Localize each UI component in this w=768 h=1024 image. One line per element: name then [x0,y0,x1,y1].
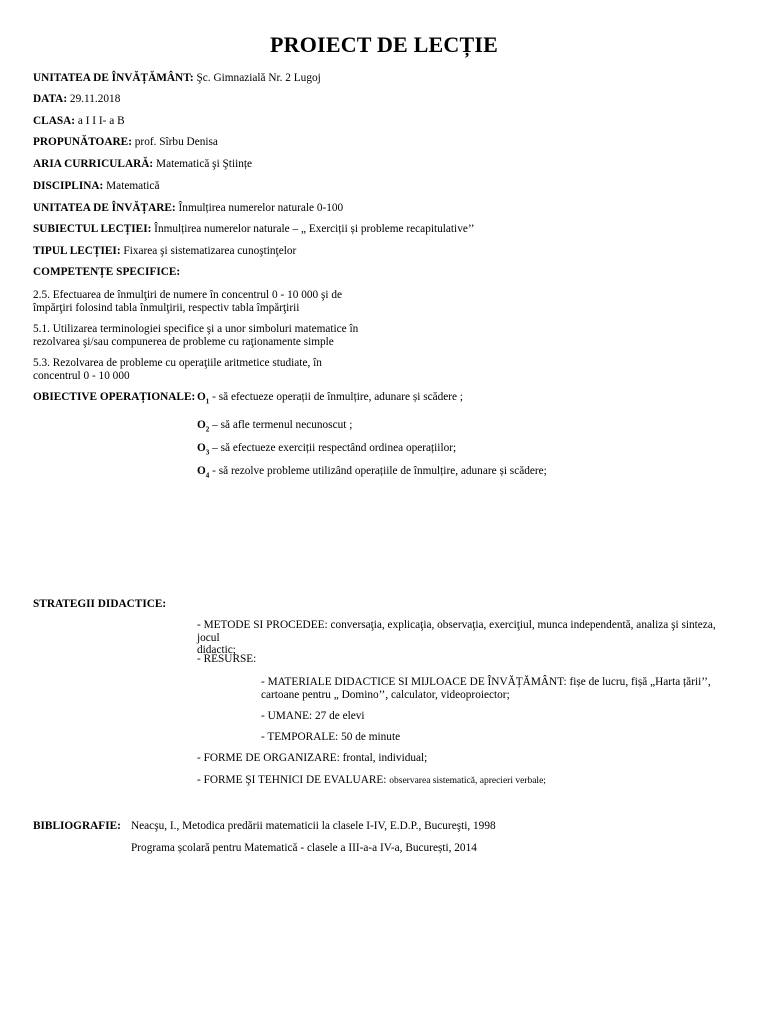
field-subiectul-lectiei [33,222,475,236]
competenta-line: 5.1. Utilizarea terminologiei specifice şi a unor simboluri matematice în [33,323,359,335]
metode-line: didactic; [197,644,236,656]
competenta-item [33,289,363,314]
competenta-line: concentrul 0 - 10 000 [33,369,130,382]
obiectiv-text: – să efectueze exerciții respectând ordinea operațiilor; [209,442,457,454]
competenta-line: 2.5. Efectuarea de înmulţiri de numere în concentrul 0 - 10 000 şi de [33,289,342,301]
field-label: SUBIECTUL LECȚIEI: [33,223,152,235]
field-value: prof. Sîrbu Denisa [131,136,218,148]
bibliografie-label-text: BIBLIOGRAFIE: [33,820,121,832]
competenta-line: împărţiri folosind tabla înmulţirii, respectiv tabla împărţirii [33,301,300,314]
forme-evaluare-label: - FORME ŞI TEHNICI DE EVALUARE: [197,774,390,786]
field-data [33,92,120,106]
field-tipul-lectiei [33,244,296,258]
bibliografie-item: Programa școlară pentru Matematică - clasele a III-a-a IV-a, București, 2014 [131,842,477,854]
strategii-materiale [261,676,731,701]
competenta-line: 5.3. Rezolvarea de probleme cu operaţiile aritmetice studiate, în [33,357,322,369]
field-value: Fixarea şi sistematizarea cunoştinţelor [120,245,297,257]
bibliografie-item: Neacşu, I., Metodica predării matematicii la clasele I-IV, E.D.P., Bucureşti, 1998 [131,820,496,832]
field-propunatoare [33,135,218,149]
competenta-line: rezolvarea şi/sau compunerea de probleme cu raţionamente simple [33,335,334,348]
page-title: PROIECT DE LECȚIE [270,32,498,57]
field-label: UNITATEA DE ÎNVĂȚARE: [33,202,176,214]
field-label: DATA: [33,93,68,105]
strategii-label-text: STRATEGII DIDACTICE: [33,598,167,610]
strategii-resurse: - RESURSE: [197,653,257,665]
obiectiv-index: 3 [205,448,210,457]
field-clasa [33,114,125,128]
obiectiv-text: - să efectueze operații de înmulțire, adunare și scădere ; [209,391,464,403]
obiectiv-item [197,390,463,408]
field-value: Înmulțirea numerelor naturale – „ Exerciții și probleme recapitulative’’ [151,223,475,235]
obiective-label-text: OBIECTIVE OPERAȚIONALE: [33,391,196,403]
strategii-temporale: - TEMPORALE: 50 de minute [261,731,401,743]
obiectiv-code [197,419,210,434]
obiectiv-letter: O [197,391,206,403]
field-unitatea-invatamant [33,71,321,85]
obiectiv-index: 1 [205,397,210,406]
strategii-forme-evaluare [197,774,546,788]
obiectiv-index: 4 [205,471,210,480]
strategii-metode [197,619,737,657]
obiectiv-index: 2 [205,425,210,434]
materiale-line: cartoane pentru „ Domino’’, calculator, videoproiector; [261,688,510,701]
obiectiv-letter: O [197,419,206,431]
strategii-forme-organizare: - FORME DE ORGANIZARE: frontal, individual; [197,752,428,764]
bibliografie-label [33,819,121,833]
strategii-label [33,597,166,611]
obiectiv-code [197,442,210,457]
materiale-line: - MATERIALE DIDACTICE SI MIJLOACE DE ÎNVĂȚĂMÂNT: fișe de lucru, fișă „Harta țării’’, [261,676,711,688]
obiectiv-text: – să afle termenul necunoscut ; [209,419,353,431]
field-competente-specifice [33,265,180,279]
field-label: UNITATEA DE ÎNVĂȚĂMÂNT: [33,72,194,84]
field-value: a I I I- a B [75,115,125,127]
obiectiv-item [197,418,352,436]
strategii-umane: - UMANE: 27 de elevi [261,710,365,722]
field-label: PROPUNĂTOARE: [33,136,132,148]
obiectiv-letter: O [197,465,206,477]
field-value: Înmulțirea numerelor naturale 0-100 [175,202,344,214]
field-value: Şc. Gimnazială Nr. 2 Lugoj [193,72,321,84]
field-aria-curriculara [33,157,252,171]
field-value: Matematică [103,180,160,192]
field-label: DISCIPLINA: [33,180,104,192]
obiectiv-letter: O [197,442,206,454]
field-label: CLASA: [33,115,76,127]
metode-line: - METODE SI PROCEDEE: conversaţia, explicaţia, observaţia, exerciţiul, munca independentă, analiza şi sinteza, jocul [197,619,716,644]
obiectiv-item [197,464,547,482]
field-label: TIPUL LECȚIEI: [33,245,121,257]
field-unitatea-invatare [33,201,343,215]
field-value: 29.11.2018 [67,93,121,105]
obiectiv-text: - să rezolve probleme utilizând operațiile de înmulțire, adunare și scădere; [209,465,547,477]
forme-evaluare-value: observarea sistematică, aprecieri verbale; [389,776,546,786]
obiectiv-code [197,391,210,406]
competenta-item [33,357,363,382]
field-label: COMPETENȚE SPECIFICE: [33,266,181,278]
obiectiv-code [197,465,210,480]
field-value: Matematică şi Ştiințe [153,158,253,170]
competenta-item [33,323,363,348]
obiective-label [33,390,195,404]
field-disciplina [33,179,159,193]
obiectiv-item [197,441,456,459]
field-label: ARIA CURRICULARĂ: [33,158,154,170]
